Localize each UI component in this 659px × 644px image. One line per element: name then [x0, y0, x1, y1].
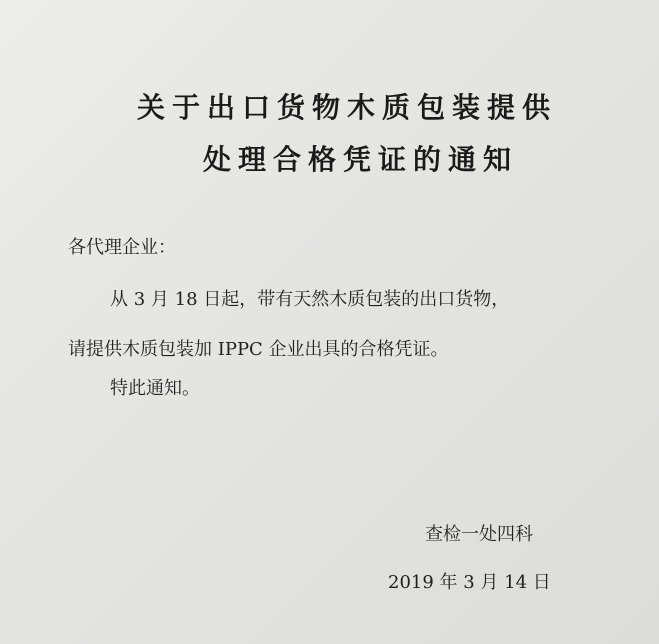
body-paragraph-2: 请提供木质包装加 IPPC 企业出具的合格凭证。 — [68, 339, 449, 360]
signature: 查检一处四科 — [425, 524, 533, 545]
body-paragraph-1: 从 3 月 18 日起，带有天然木质包装的出口货物， — [110, 289, 510, 310]
notice-title-line-2: 处理合格凭证的通知 — [203, 143, 519, 176]
closing-text: 特此通知。 — [110, 378, 200, 399]
issue-date: 2019 年 3 月 14 日 — [388, 572, 551, 593]
notice-title-line-1: 关于出口货物木质包装提供 — [137, 91, 558, 124]
salutation: 各代理企业： — [68, 237, 176, 258]
